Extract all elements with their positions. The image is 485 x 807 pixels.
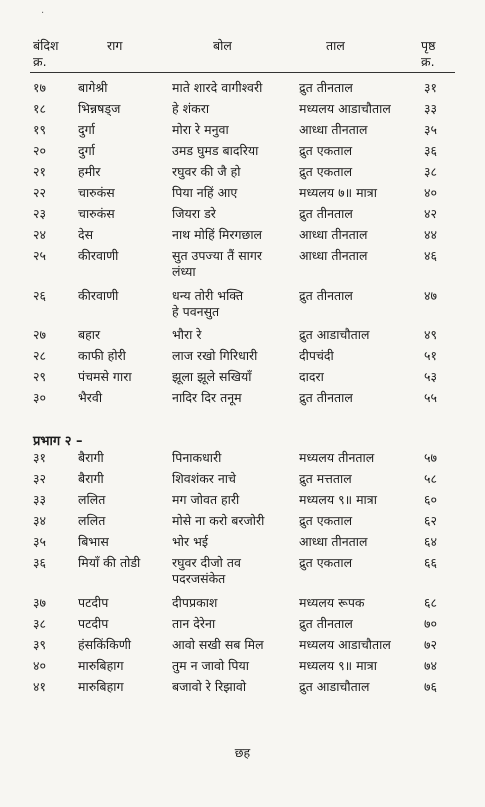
taal-name: आध्धा तीनताल xyxy=(299,122,368,137)
serial-number: २१ xyxy=(33,164,47,179)
page-ref: ४७ xyxy=(424,288,438,303)
bol-text: रघुवर की जै हो xyxy=(172,164,241,179)
page-ref: ५१ xyxy=(424,348,438,363)
raag-name: बहार xyxy=(78,327,101,342)
serial-number: २२ xyxy=(33,185,47,200)
taal-name: द्रुत तीनताल xyxy=(299,616,353,631)
bol-text: सुत उपज्या तैं सागर लंध्या xyxy=(172,248,263,279)
margin-mark: · xyxy=(41,8,45,19)
section-2-title: प्रभाग २ – xyxy=(33,434,83,449)
raag-name: दुर्गा xyxy=(78,143,95,158)
raag-name: कीरवाणी xyxy=(78,288,119,303)
page-ref: ६० xyxy=(424,492,438,507)
bol-text: भोर भई xyxy=(172,534,209,549)
serial-number: ३४ xyxy=(33,513,47,528)
page-ref: ५५ xyxy=(424,390,438,405)
page-ref: ५३ xyxy=(424,369,438,384)
page-ref: ४६ xyxy=(424,248,438,263)
raag-name: ललित xyxy=(78,492,106,507)
serial-number: ३५ xyxy=(33,534,47,549)
serial-number: २९ xyxy=(33,369,47,384)
serial-number: २६ xyxy=(33,288,47,303)
taal-name: द्रुत तीनताल xyxy=(299,288,353,303)
taal-name: द्रुत एकताल xyxy=(299,555,353,570)
raag-name: देस xyxy=(78,227,94,242)
taal-name: द्रुत आडाचौताल xyxy=(299,327,370,342)
raag-name: काफी होरी xyxy=(78,348,126,363)
bol-text: हे शंकरा xyxy=(172,101,210,116)
taal-name: मध्यलय ९॥ मात्रा xyxy=(299,492,377,507)
raag-name: चारुकंस xyxy=(78,206,115,221)
serial-number: ३७ xyxy=(33,595,47,610)
raag-name: बैरागी xyxy=(78,471,104,486)
serial-number: १९ xyxy=(33,122,47,137)
header-no: बंदिश क्र. xyxy=(33,38,59,69)
taal-name: मध्यलय तीनताल xyxy=(299,450,375,465)
page-ref: ३५ xyxy=(424,122,438,137)
taal-name: मध्यलय आडाचौताल xyxy=(299,101,391,116)
bol-text: दीपप्रकाश xyxy=(172,595,218,610)
raag-name: पटदीप xyxy=(78,595,109,610)
raag-name: हमीर xyxy=(78,164,101,179)
bol-text: मोसे ना करो बरजोरी xyxy=(172,513,265,528)
bol-text: मग जोवत हारी xyxy=(172,492,240,507)
page-ref: ६६ xyxy=(424,555,438,570)
bol-text: शिवशंकर नाचे xyxy=(172,471,236,486)
taal-name: दादरा xyxy=(299,369,324,384)
page-ref: ७२ xyxy=(424,637,438,652)
serial-number: ३९ xyxy=(33,637,47,652)
raag-name: कीरवाणी xyxy=(78,248,119,263)
raag-name: चारुकंस xyxy=(78,185,115,200)
taal-name: द्रुत आडाचौताल xyxy=(299,679,370,694)
taal-name: द्रुत तीनताल xyxy=(299,390,353,405)
raag-name: बागेश्री xyxy=(78,80,108,95)
taal-name: आध्धा तीनताल xyxy=(299,248,368,263)
raag-name: भिन्नषड्ज xyxy=(78,101,121,116)
taal-name: आध्धा तीनताल xyxy=(299,534,368,549)
raag-name: मारुबिहाग xyxy=(78,679,124,694)
page-ref: ३१ xyxy=(424,80,438,95)
bol-text: धन्य तोरी भक्ति हे पवनसुत xyxy=(172,288,244,319)
bol-text: मोरा रे मनुवा xyxy=(172,122,229,137)
bol-text: नाथ मोहिं मिरगछाल xyxy=(172,227,263,242)
bol-text: रघुवर दीजो तव पदरजसंकेत xyxy=(172,555,241,586)
serial-number: २४ xyxy=(33,227,47,242)
bol-text: भौरा रे xyxy=(172,327,202,342)
serial-number: २० xyxy=(33,143,47,158)
taal-name: द्रुत तीनताल xyxy=(299,206,353,221)
taal-name: मध्यलय आडाचौताल xyxy=(299,637,391,652)
serial-number: ३० xyxy=(33,390,47,405)
raag-name: ललित xyxy=(78,513,106,528)
bol-text: नादिर दिर तनूम xyxy=(172,390,242,405)
serial-number: २८ xyxy=(33,348,47,363)
serial-number: ३२ xyxy=(33,471,47,486)
raag-name: भैरवी xyxy=(78,390,103,405)
raag-name: बैरागी xyxy=(78,450,104,465)
taal-name: दीपचंदी xyxy=(299,348,334,363)
page-ref: ६२ xyxy=(424,513,438,528)
bol-text: झूला झूले सखियाँ xyxy=(172,369,252,384)
taal-name: द्रुत तीनताल xyxy=(299,80,353,95)
page-ref: ७६ xyxy=(424,679,438,694)
raag-name: मियाँ की तोडी xyxy=(78,555,141,570)
bol-text: आवो सखी सब मिल xyxy=(172,637,264,652)
header-bol: बोल xyxy=(213,38,232,53)
page-number: छह xyxy=(234,745,251,760)
page-ref: ६८ xyxy=(424,595,438,610)
page-ref: ३६ xyxy=(424,143,438,158)
bol-text: बजावो रे रिझावो xyxy=(172,679,247,694)
page-ref: ५७ xyxy=(424,450,438,465)
serial-number: १७ xyxy=(33,80,47,95)
taal-name: द्रुत एकताल xyxy=(299,164,353,179)
header-page: पृष्ठ क्र. xyxy=(421,38,436,69)
raag-name: पंचमसे गारा xyxy=(78,369,132,384)
header-raag: राग xyxy=(107,38,123,53)
page-ref: ३३ xyxy=(424,101,438,116)
taal-name: मध्यलय ७॥ मात्रा xyxy=(299,185,377,200)
serial-number: ३६ xyxy=(33,555,47,570)
page-ref: ५८ xyxy=(424,471,438,486)
raag-name: दुर्गा xyxy=(78,122,95,137)
taal-name: द्रुत एकताल xyxy=(299,143,353,158)
serial-number: २३ xyxy=(33,206,47,221)
serial-number: १८ xyxy=(33,101,47,116)
raag-name: हंसकिंकिणी xyxy=(78,637,132,652)
serial-number: ४० xyxy=(33,658,47,673)
serial-number: २५ xyxy=(33,248,47,263)
taal-name: द्रुत एकताल xyxy=(299,513,353,528)
taal-name: मध्यलय रूपक xyxy=(299,595,365,610)
page-ref: ४४ xyxy=(424,227,438,242)
page-ref: ४९ xyxy=(424,327,438,342)
page-ref: ३८ xyxy=(424,164,438,179)
page-ref: ६४ xyxy=(424,534,438,549)
bol-text: पिया नहिं आए xyxy=(172,185,238,200)
raag-name: पटदीप xyxy=(78,616,109,631)
bol-text: तान देरेना xyxy=(172,616,216,631)
taal-name: द्रुत मत्तताल xyxy=(299,471,352,486)
serial-number: ३३ xyxy=(33,492,47,507)
bol-text: लाज रखो गिरिधारी xyxy=(172,348,258,363)
page-ref: ७४ xyxy=(424,658,438,673)
page-ref: ४० xyxy=(424,185,438,200)
serial-number: ३८ xyxy=(33,616,47,631)
serial-number: २७ xyxy=(33,327,47,342)
bol-text: तुम न जावो पिया xyxy=(172,658,249,673)
taal-name: आध्धा तीनताल xyxy=(299,227,368,242)
page-ref: ७० xyxy=(424,616,438,631)
bol-text: माते शारदे वागीश्वरी xyxy=(172,80,263,95)
header-taal: ताल xyxy=(326,38,345,53)
header-rule xyxy=(30,72,455,73)
raag-name: मारुबिहाग xyxy=(78,658,124,673)
serial-number: ३१ xyxy=(33,450,47,465)
taal-name: मध्यलय ९॥ मात्रा xyxy=(299,658,377,673)
bol-text: उमड घुमड बादरिया xyxy=(172,143,259,158)
bol-text: जियरा डरे xyxy=(172,206,216,221)
serial-number: ४१ xyxy=(33,679,47,694)
raag-name: बिभास xyxy=(78,534,109,549)
bol-text: पिनाकधारी xyxy=(172,450,222,465)
page-ref: ४२ xyxy=(424,206,438,221)
